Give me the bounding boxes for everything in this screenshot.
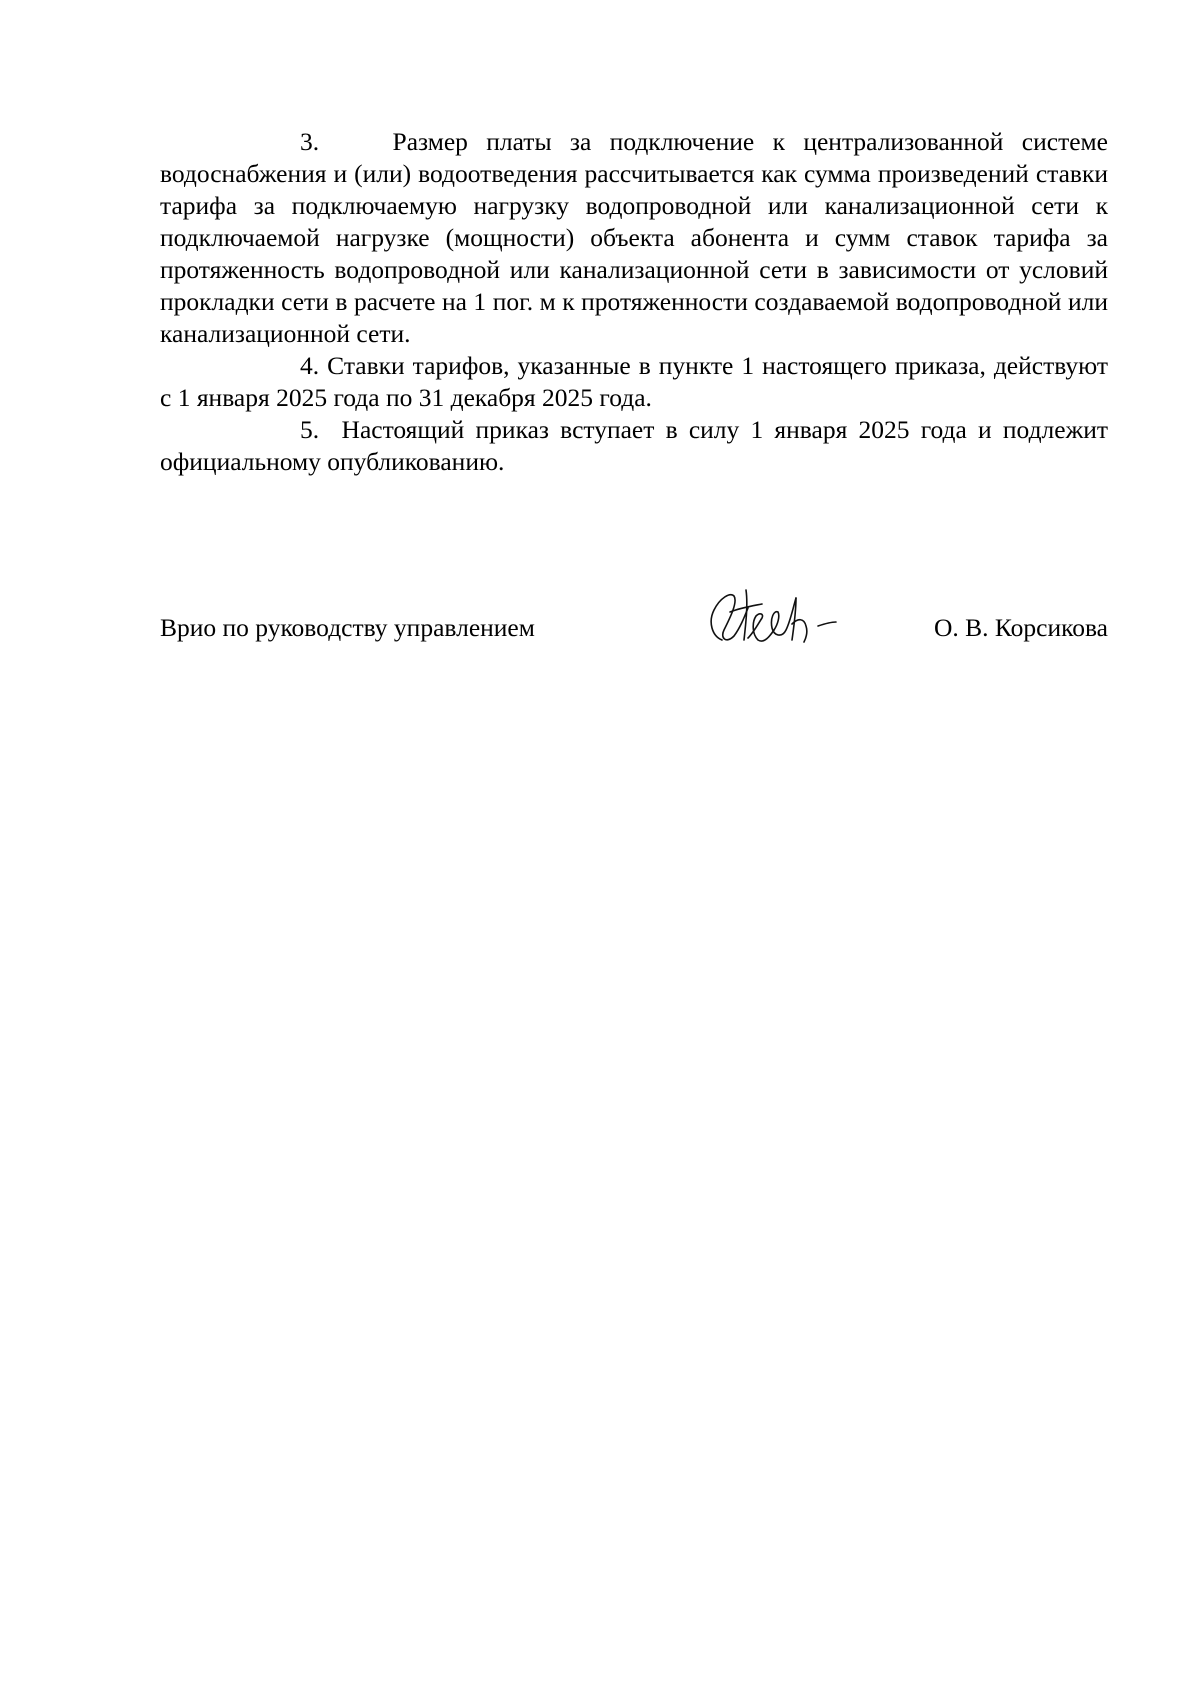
- paragraph-text: Настоящий приказ вступает в силу 1 января 2025 года и подлежит официальному опубликованию.: [160, 415, 1109, 476]
- signatory-name: О. В. Корсикова: [934, 613, 1108, 642]
- paragraph-number: 5.: [300, 415, 320, 444]
- paragraph-number: 3.: [300, 127, 320, 156]
- paragraph-text: Ставки тарифов, указанные в пункте 1 настоящего приказа, действуют с 1 января 2025 года по 31 декабря 2025 года.: [160, 351, 1109, 412]
- document-body: [160, 126, 1108, 478]
- paragraph-5: [160, 414, 1108, 478]
- paragraph-4: [160, 350, 1108, 414]
- signature-block: [160, 612, 1108, 652]
- paragraph-text: Размер платы за подключение к централизованной системе водоснабжения и (или) водоотведения рассчитывается как сумма произведений ставки тарифа за подключаемую нагрузку водопроводной или канализационной сети к подключаемой нагрузке (мощности) объекта абонента и сумм ставок тарифа за протяженность водопроводной или канализационной сети в зависимости от условий прокладки сети в расчете на 1 пог. м к протяженности создаваемой водопроводной или канализационной сети.: [160, 127, 1108, 348]
- paragraph-number: 4.: [300, 351, 320, 380]
- handwritten-signature: [700, 578, 860, 658]
- signatory-position: Врио по руководству управлением: [160, 613, 535, 642]
- paragraph-3: [160, 126, 1108, 350]
